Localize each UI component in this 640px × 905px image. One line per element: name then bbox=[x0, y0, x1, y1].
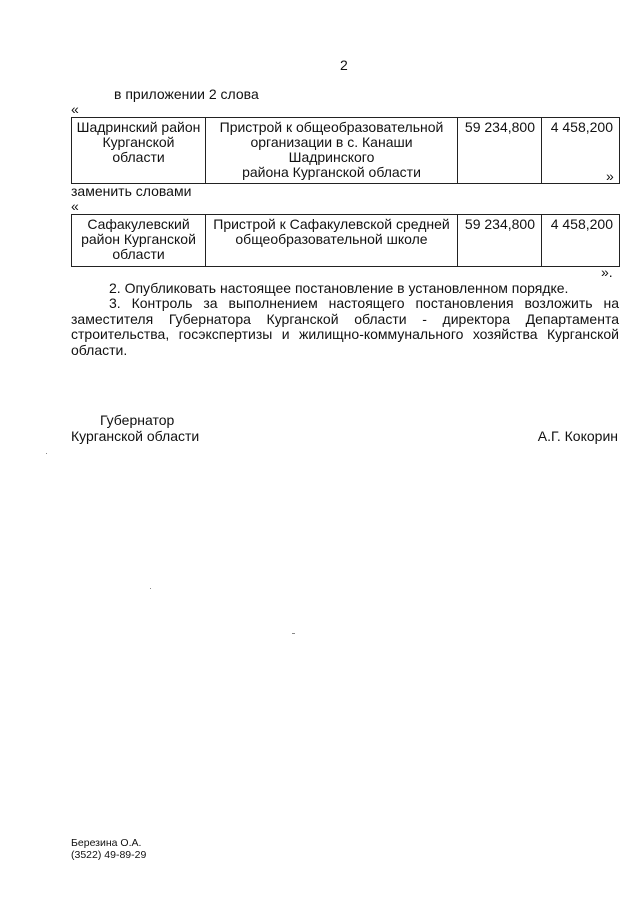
signature-title-line1: Губернатор bbox=[100, 412, 175, 428]
scan-speck bbox=[150, 588, 151, 589]
executor-name: Березина О.А. bbox=[71, 837, 142, 849]
signature-title-line2: Курганской области bbox=[71, 428, 200, 444]
district-line: район Курганской bbox=[81, 231, 196, 247]
object-cell bbox=[206, 215, 458, 267]
item-2-text: 2. Опубликовать настоящее постановление в установленном порядке. bbox=[109, 280, 569, 296]
replace-text: заменить словами bbox=[71, 183, 192, 199]
old-row-table bbox=[71, 117, 620, 184]
object-line: Пристрой к Сафакулевской средней bbox=[213, 216, 450, 232]
scan-speck bbox=[46, 453, 47, 454]
district-cell bbox=[72, 215, 206, 267]
object-line: района Курганской области bbox=[242, 164, 421, 180]
open-quote-1: « bbox=[71, 101, 79, 117]
district-line: Курганской области bbox=[102, 134, 175, 165]
amount-1-cell: 59 234,800 bbox=[458, 215, 542, 267]
amount-1-cell: 59 234,800 bbox=[458, 118, 542, 184]
new-row-table bbox=[71, 214, 620, 267]
object-line: Пристрой к общеобразовательной bbox=[219, 119, 444, 135]
object-line: организации в с. Канаши Шадринского bbox=[250, 134, 413, 165]
intro-text: в приложении 2 слова bbox=[114, 86, 259, 102]
item-3-paragraph bbox=[71, 296, 619, 358]
district-cell bbox=[72, 118, 206, 184]
district-line: Сафакулевский bbox=[87, 216, 190, 232]
district-line: области bbox=[112, 246, 165, 262]
scan-speck bbox=[292, 633, 295, 634]
table-row bbox=[72, 215, 620, 267]
close-quote-1: » bbox=[606, 168, 614, 184]
amount-2-cell: 4 458,200 bbox=[542, 215, 620, 267]
open-quote-2: « bbox=[71, 198, 79, 214]
item-3-text: 3. Контроль за выполнением настоящего постановления возложить на заместителя Губернатора Курганской области - директора Департамента строительства, госэкспертизы и жилищно-коммунального хозяйства Курганской области. bbox=[71, 295, 619, 358]
district-line: Шадринский район bbox=[76, 119, 201, 135]
amount-2-cell: 4 458,200 bbox=[542, 118, 620, 184]
executor-phone: (3522) 49-89-29 bbox=[71, 849, 147, 861]
object-line: общеобразовательной школе bbox=[235, 231, 428, 247]
signature-name: А.Г. Кокорин bbox=[537, 428, 618, 444]
page-number: 2 bbox=[340, 57, 348, 73]
object-cell bbox=[206, 118, 458, 184]
table-row bbox=[72, 118, 620, 184]
close-quote-period: ». bbox=[601, 264, 613, 280]
